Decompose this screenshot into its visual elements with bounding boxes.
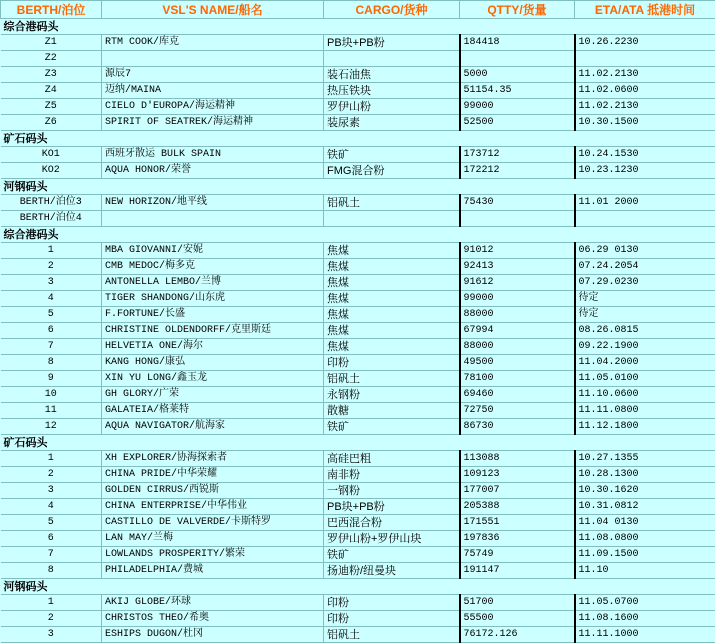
table-row: [1, 371, 715, 387]
vessel-name-cell[interactable]: GALATEIA/格莱特: [102, 403, 324, 419]
eta-cell[interactable]: 11.10: [575, 563, 715, 579]
table-row: [1, 243, 715, 259]
table-row: [1, 307, 715, 323]
header-cargo[interactable]: CARGO/货种: [324, 1, 460, 19]
berth-cell[interactable]: Z3: [1, 67, 102, 83]
berth-cell[interactable]: 2: [1, 611, 102, 627]
vessel-name-cell[interactable]: PHILADELPHIA/费城: [102, 563, 324, 579]
cargo-cell[interactable]: 焦煤: [324, 243, 460, 259]
vessel-name-cell[interactable]: 源辰7: [102, 67, 324, 83]
qtty-cell[interactable]: [460, 211, 575, 227]
eta-cell[interactable]: 09.22.1900: [575, 339, 715, 355]
qtty-cell[interactable]: 109123: [460, 467, 575, 483]
vessel-name-cell[interactable]: CHINA ENTERPRISE/中华伟业: [102, 499, 324, 515]
cargo-cell[interactable]: 铁矿: [324, 147, 460, 163]
qtty-cell[interactable]: 191147: [460, 563, 575, 579]
qtty-cell[interactable]: 91012: [460, 243, 575, 259]
table-row: [1, 211, 715, 227]
table-row: [1, 35, 715, 51]
vessel-name-cell[interactable]: CHINA PRIDE/中华荣耀: [102, 467, 324, 483]
vessel-name-cell[interactable]: NEW HORIZON/地平线: [102, 195, 324, 211]
section-label[interactable]: 矿石码头: [1, 131, 715, 147]
eta-cell[interactable]: 11.11.0800: [575, 403, 715, 419]
table-row: [1, 291, 715, 307]
eta-cell[interactable]: 10.31.0812: [575, 499, 715, 515]
cargo-cell[interactable]: 印粉: [324, 611, 460, 627]
table-row: [1, 467, 715, 483]
section-header-row: [1, 179, 715, 195]
vessel-name-cell[interactable]: CHRISTOS THEO/希奥: [102, 611, 324, 627]
table-row: [1, 163, 715, 179]
vessel-name-cell[interactable]: [102, 211, 324, 227]
eta-cell[interactable]: 10.24.1530: [575, 147, 715, 163]
cargo-cell[interactable]: 罗伊山粉+罗伊山块: [324, 531, 460, 547]
vessel-name-cell[interactable]: 迈纳/MAINA: [102, 83, 324, 99]
table-row: [1, 483, 715, 499]
qtty-cell[interactable]: 51700: [460, 595, 575, 611]
qtty-cell[interactable]: 55500: [460, 611, 575, 627]
cargo-cell[interactable]: 铁矿: [324, 547, 460, 563]
eta-cell[interactable]: 11.05.0700: [575, 595, 715, 611]
eta-cell[interactable]: 11.12.1800: [575, 419, 715, 435]
vessel-name-cell[interactable]: CASTILLO DE VALVERDE/卡斯特罗: [102, 515, 324, 531]
eta-cell[interactable]: 11.11.1000: [575, 627, 715, 643]
table-row: [1, 595, 715, 611]
cargo-cell[interactable]: 焦煤: [324, 323, 460, 339]
berth-cell[interactable]: 1: [1, 243, 102, 259]
cargo-cell[interactable]: 扬迪粉/纽曼块: [324, 563, 460, 579]
qtty-cell[interactable]: 205388: [460, 499, 575, 515]
qtty-cell[interactable]: 5000: [460, 67, 575, 83]
qtty-cell[interactable]: 67994: [460, 323, 575, 339]
vessel-name-cell[interactable]: KANG HONG/康弘: [102, 355, 324, 371]
table-row: [1, 195, 715, 211]
berth-cell[interactable]: 6: [1, 531, 102, 547]
berth-cell[interactable]: 6: [1, 323, 102, 339]
cargo-cell[interactable]: 铁矿: [324, 419, 460, 435]
table-row: [1, 339, 715, 355]
eta-cell[interactable]: [575, 211, 715, 227]
cargo-cell[interactable]: 焦煤: [324, 291, 460, 307]
eta-cell[interactable]: 11.10.0600: [575, 387, 715, 403]
table-row: [1, 563, 715, 579]
cargo-cell[interactable]: 热压铁块: [324, 83, 460, 99]
qtty-cell[interactable]: 92413: [460, 259, 575, 275]
berth-cell[interactable]: BERTH/泊位3: [1, 195, 102, 211]
cargo-cell[interactable]: PB块+PB粉: [324, 35, 460, 51]
cargo-cell[interactable]: 巴西混合粉: [324, 515, 460, 531]
section-label[interactable]: 综合港码头: [1, 227, 715, 243]
qtty-cell[interactable]: 75749: [460, 547, 575, 563]
eta-cell[interactable]: 待定: [575, 291, 715, 307]
qtty-cell[interactable]: 184418: [460, 35, 575, 51]
vessel-name-cell[interactable]: MBA GIOVANNI/安妮: [102, 243, 324, 259]
header-qtty[interactable]: QTTY/货量: [460, 1, 575, 19]
section-header-row: [1, 579, 715, 595]
qtty-cell[interactable]: 172212: [460, 163, 575, 179]
table-row: [1, 515, 715, 531]
berth-cell[interactable]: 7: [1, 547, 102, 563]
berth-cell[interactable]: 4: [1, 499, 102, 515]
eta-cell[interactable]: 11.04.2000: [575, 355, 715, 371]
berth-cell[interactable]: 3: [1, 627, 102, 643]
vessel-name-cell[interactable]: CIELO D'EUROPA/海运精神: [102, 99, 324, 115]
vessel-name-cell[interactable]: LOWLANDS PROSPERITY/繁荣: [102, 547, 324, 563]
qtty-cell[interactable]: 52500: [460, 115, 575, 131]
qtty-cell[interactable]: 88000: [460, 307, 575, 323]
section-header-row: [1, 19, 715, 35]
cargo-cell[interactable]: 印粉: [324, 355, 460, 371]
vessel-name-cell[interactable]: RTM COOK/库克: [102, 35, 324, 51]
cargo-cell[interactable]: 铝矾土: [324, 627, 460, 643]
berth-cell[interactable]: BERTH/泊位4: [1, 211, 102, 227]
header-row: [1, 1, 715, 19]
berth-cell[interactable]: 2: [1, 259, 102, 275]
qtty-cell[interactable]: 86730: [460, 419, 575, 435]
cargo-cell[interactable]: 高硅巴粗: [324, 451, 460, 467]
cargo-cell[interactable]: 铝矾土: [324, 195, 460, 211]
eta-cell[interactable]: 11.02.2130: [575, 99, 715, 115]
section-header-row: [1, 435, 715, 451]
qtty-cell[interactable]: 78100: [460, 371, 575, 387]
qtty-cell[interactable]: 197836: [460, 531, 575, 547]
vessel-name-cell[interactable]: F.FORTUNE/长盛: [102, 307, 324, 323]
table-row: [1, 323, 715, 339]
berth-cell[interactable]: 5: [1, 307, 102, 323]
cargo-cell[interactable]: 焦煤: [324, 339, 460, 355]
berth-cell[interactable]: 8: [1, 563, 102, 579]
section-label[interactable]: 综合港码头: [1, 19, 715, 35]
berth-cell[interactable]: KO2: [1, 163, 102, 179]
eta-cell[interactable]: 06.29 0130: [575, 243, 715, 259]
berth-cell[interactable]: Z2: [1, 51, 102, 67]
eta-cell[interactable]: 11.02.0600: [575, 83, 715, 99]
table-row: [1, 355, 715, 371]
vessel-name-cell[interactable]: AQUA HONOR/荣誉: [102, 163, 324, 179]
vessel-name-cell[interactable]: LAN MAY/兰梅: [102, 531, 324, 547]
berth-cell[interactable]: 2: [1, 467, 102, 483]
cargo-cell[interactable]: 装尿素: [324, 115, 460, 131]
section-header-row: [1, 131, 715, 147]
eta-cell[interactable]: 07.24.2054: [575, 259, 715, 275]
section-label[interactable]: 河钢码头: [1, 179, 715, 195]
qtty-cell[interactable]: 171551: [460, 515, 575, 531]
berth-cell[interactable]: 12: [1, 419, 102, 435]
berth-cell[interactable]: Z5: [1, 99, 102, 115]
cargo-cell[interactable]: FMG混合粉: [324, 163, 460, 179]
vessel-name-cell[interactable]: ESHIPS DUGON/杜冈: [102, 627, 324, 643]
cargo-cell[interactable]: 散糖: [324, 403, 460, 419]
section-header-row: [1, 227, 715, 243]
table-row: [1, 115, 715, 131]
eta-cell[interactable]: 11.08.1600: [575, 611, 715, 627]
table-row: [1, 451, 715, 467]
table-row: [1, 419, 715, 435]
eta-cell[interactable]: 08.26.0815: [575, 323, 715, 339]
eta-cell[interactable]: 07.29.0230: [575, 275, 715, 291]
cargo-cell[interactable]: 南非粉: [324, 467, 460, 483]
vessel-name-cell[interactable]: ANTONELLA LEMBO/兰博: [102, 275, 324, 291]
eta-cell[interactable]: 10.23.1230: [575, 163, 715, 179]
berth-cell[interactable]: KO1: [1, 147, 102, 163]
vessel-name-cell[interactable]: AQUA NAVIGATOR/航海家: [102, 419, 324, 435]
qtty-cell[interactable]: 99000: [460, 291, 575, 307]
cargo-cell[interactable]: 焦煤: [324, 275, 460, 291]
eta-cell[interactable]: 10.26.2230: [575, 35, 715, 51]
eta-cell[interactable]: 待定: [575, 307, 715, 323]
vessel-name-cell[interactable]: CMB MEDOC/梅多克: [102, 259, 324, 275]
berth-cell[interactable]: 10: [1, 387, 102, 403]
eta-cell[interactable]: 11.09.1500: [575, 547, 715, 563]
qtty-cell[interactable]: 76172.126: [460, 627, 575, 643]
eta-cell[interactable]: 10.27.1355: [575, 451, 715, 467]
table-row: [1, 67, 715, 83]
berth-cell[interactable]: 11: [1, 403, 102, 419]
qtty-cell[interactable]: 177007: [460, 483, 575, 499]
berth-cell[interactable]: 1: [1, 451, 102, 467]
qtty-cell[interactable]: 113088: [460, 451, 575, 467]
cargo-cell[interactable]: [324, 211, 460, 227]
table-row: [1, 51, 715, 67]
qtty-cell[interactable]: 88000: [460, 339, 575, 355]
eta-cell[interactable]: 11.02.2130: [575, 67, 715, 83]
berth-cell[interactable]: 4: [1, 291, 102, 307]
berth-cell[interactable]: 1: [1, 595, 102, 611]
header-vessel-name[interactable]: VSL'S NAME/船名: [102, 1, 324, 19]
berth-cell[interactable]: 3: [1, 483, 102, 499]
eta-cell[interactable]: 11.05.0100: [575, 371, 715, 387]
cargo-cell[interactable]: 印粉: [324, 595, 460, 611]
header-eta[interactable]: ETA/ATA 抵港时间: [575, 1, 715, 19]
table-body: [1, 19, 715, 643]
table-row: [1, 387, 715, 403]
section-label[interactable]: 河钢码头: [1, 579, 715, 595]
table-row: [1, 259, 715, 275]
header-berth[interactable]: BERTH/泊位: [1, 1, 102, 19]
cargo-cell[interactable]: PB块+PB粉: [324, 499, 460, 515]
qtty-cell[interactable]: [460, 51, 575, 67]
berth-cell[interactable]: 9: [1, 371, 102, 387]
vessel-name-cell[interactable]: HELVETIA ONE/海尔: [102, 339, 324, 355]
cargo-cell[interactable]: 罗伊山粉: [324, 99, 460, 115]
berth-cell[interactable]: 5: [1, 515, 102, 531]
berth-cell[interactable]: Z4: [1, 83, 102, 99]
qtty-cell[interactable]: 72750: [460, 403, 575, 419]
vessel-name-cell[interactable]: AKIJ GLOBE/环球: [102, 595, 324, 611]
cargo-cell[interactable]: 一钢粉: [324, 483, 460, 499]
eta-cell[interactable]: 10.30.1620: [575, 483, 715, 499]
vessel-name-cell[interactable]: XIN YU LONG/鑫玉龙: [102, 371, 324, 387]
vessel-name-cell[interactable]: 西班牙散运 BULK SPAIN: [102, 147, 324, 163]
cargo-cell[interactable]: 永钢粉: [324, 387, 460, 403]
qtty-cell[interactable]: 75430: [460, 195, 575, 211]
table-row: [1, 99, 715, 115]
berth-cell[interactable]: 8: [1, 355, 102, 371]
qtty-cell[interactable]: 173712: [460, 147, 575, 163]
vessel-name-cell[interactable]: CHRISTINE OLDENDORFF/克里斯廷: [102, 323, 324, 339]
vessel-name-cell[interactable]: TIGER SHANDONG/山东虎: [102, 291, 324, 307]
eta-cell[interactable]: 11.08.0800: [575, 531, 715, 547]
section-label[interactable]: 矿石码头: [1, 435, 715, 451]
eta-cell[interactable]: 10.30.1500: [575, 115, 715, 131]
eta-cell[interactable]: 11.04 0130: [575, 515, 715, 531]
eta-cell[interactable]: 10.28.1300: [575, 467, 715, 483]
berth-cell[interactable]: 3: [1, 275, 102, 291]
table-row: [1, 547, 715, 563]
table-row: [1, 147, 715, 163]
berth-cell[interactable]: Z6: [1, 115, 102, 131]
qtty-cell[interactable]: 99000: [460, 99, 575, 115]
vessel-name-cell[interactable]: XH EXPLORER/协海探索者: [102, 451, 324, 467]
vessel-name-cell[interactable]: GH GLORY/广荣: [102, 387, 324, 403]
table-row: [1, 403, 715, 419]
berth-cell[interactable]: Z1: [1, 35, 102, 51]
cargo-cell[interactable]: 铝矾土: [324, 371, 460, 387]
berth-cell[interactable]: 7: [1, 339, 102, 355]
table-row: [1, 499, 715, 515]
cargo-cell[interactable]: 焦煤: [324, 259, 460, 275]
cargo-cell[interactable]: 焦煤: [324, 307, 460, 323]
table-row: [1, 531, 715, 547]
vessel-name-cell[interactable]: SPIRIT OF SEATREK/海运精神: [102, 115, 324, 131]
qtty-cell[interactable]: 49500: [460, 355, 575, 371]
vessel-name-cell[interactable]: [102, 51, 324, 67]
qtty-cell[interactable]: 69460: [460, 387, 575, 403]
table-row: [1, 275, 715, 291]
qtty-cell[interactable]: 51154.35: [460, 83, 575, 99]
vessel-name-cell[interactable]: GOLDEN CIRRUS/西锐斯: [102, 483, 324, 499]
table-row: [1, 83, 715, 99]
eta-cell[interactable]: [575, 51, 715, 67]
cargo-cell[interactable]: 装石油焦: [324, 67, 460, 83]
cargo-cell[interactable]: [324, 51, 460, 67]
eta-cell[interactable]: 11.01 2000: [575, 195, 715, 211]
qtty-cell[interactable]: 91612: [460, 275, 575, 291]
table-row: [1, 627, 715, 643]
table-row: [1, 611, 715, 627]
